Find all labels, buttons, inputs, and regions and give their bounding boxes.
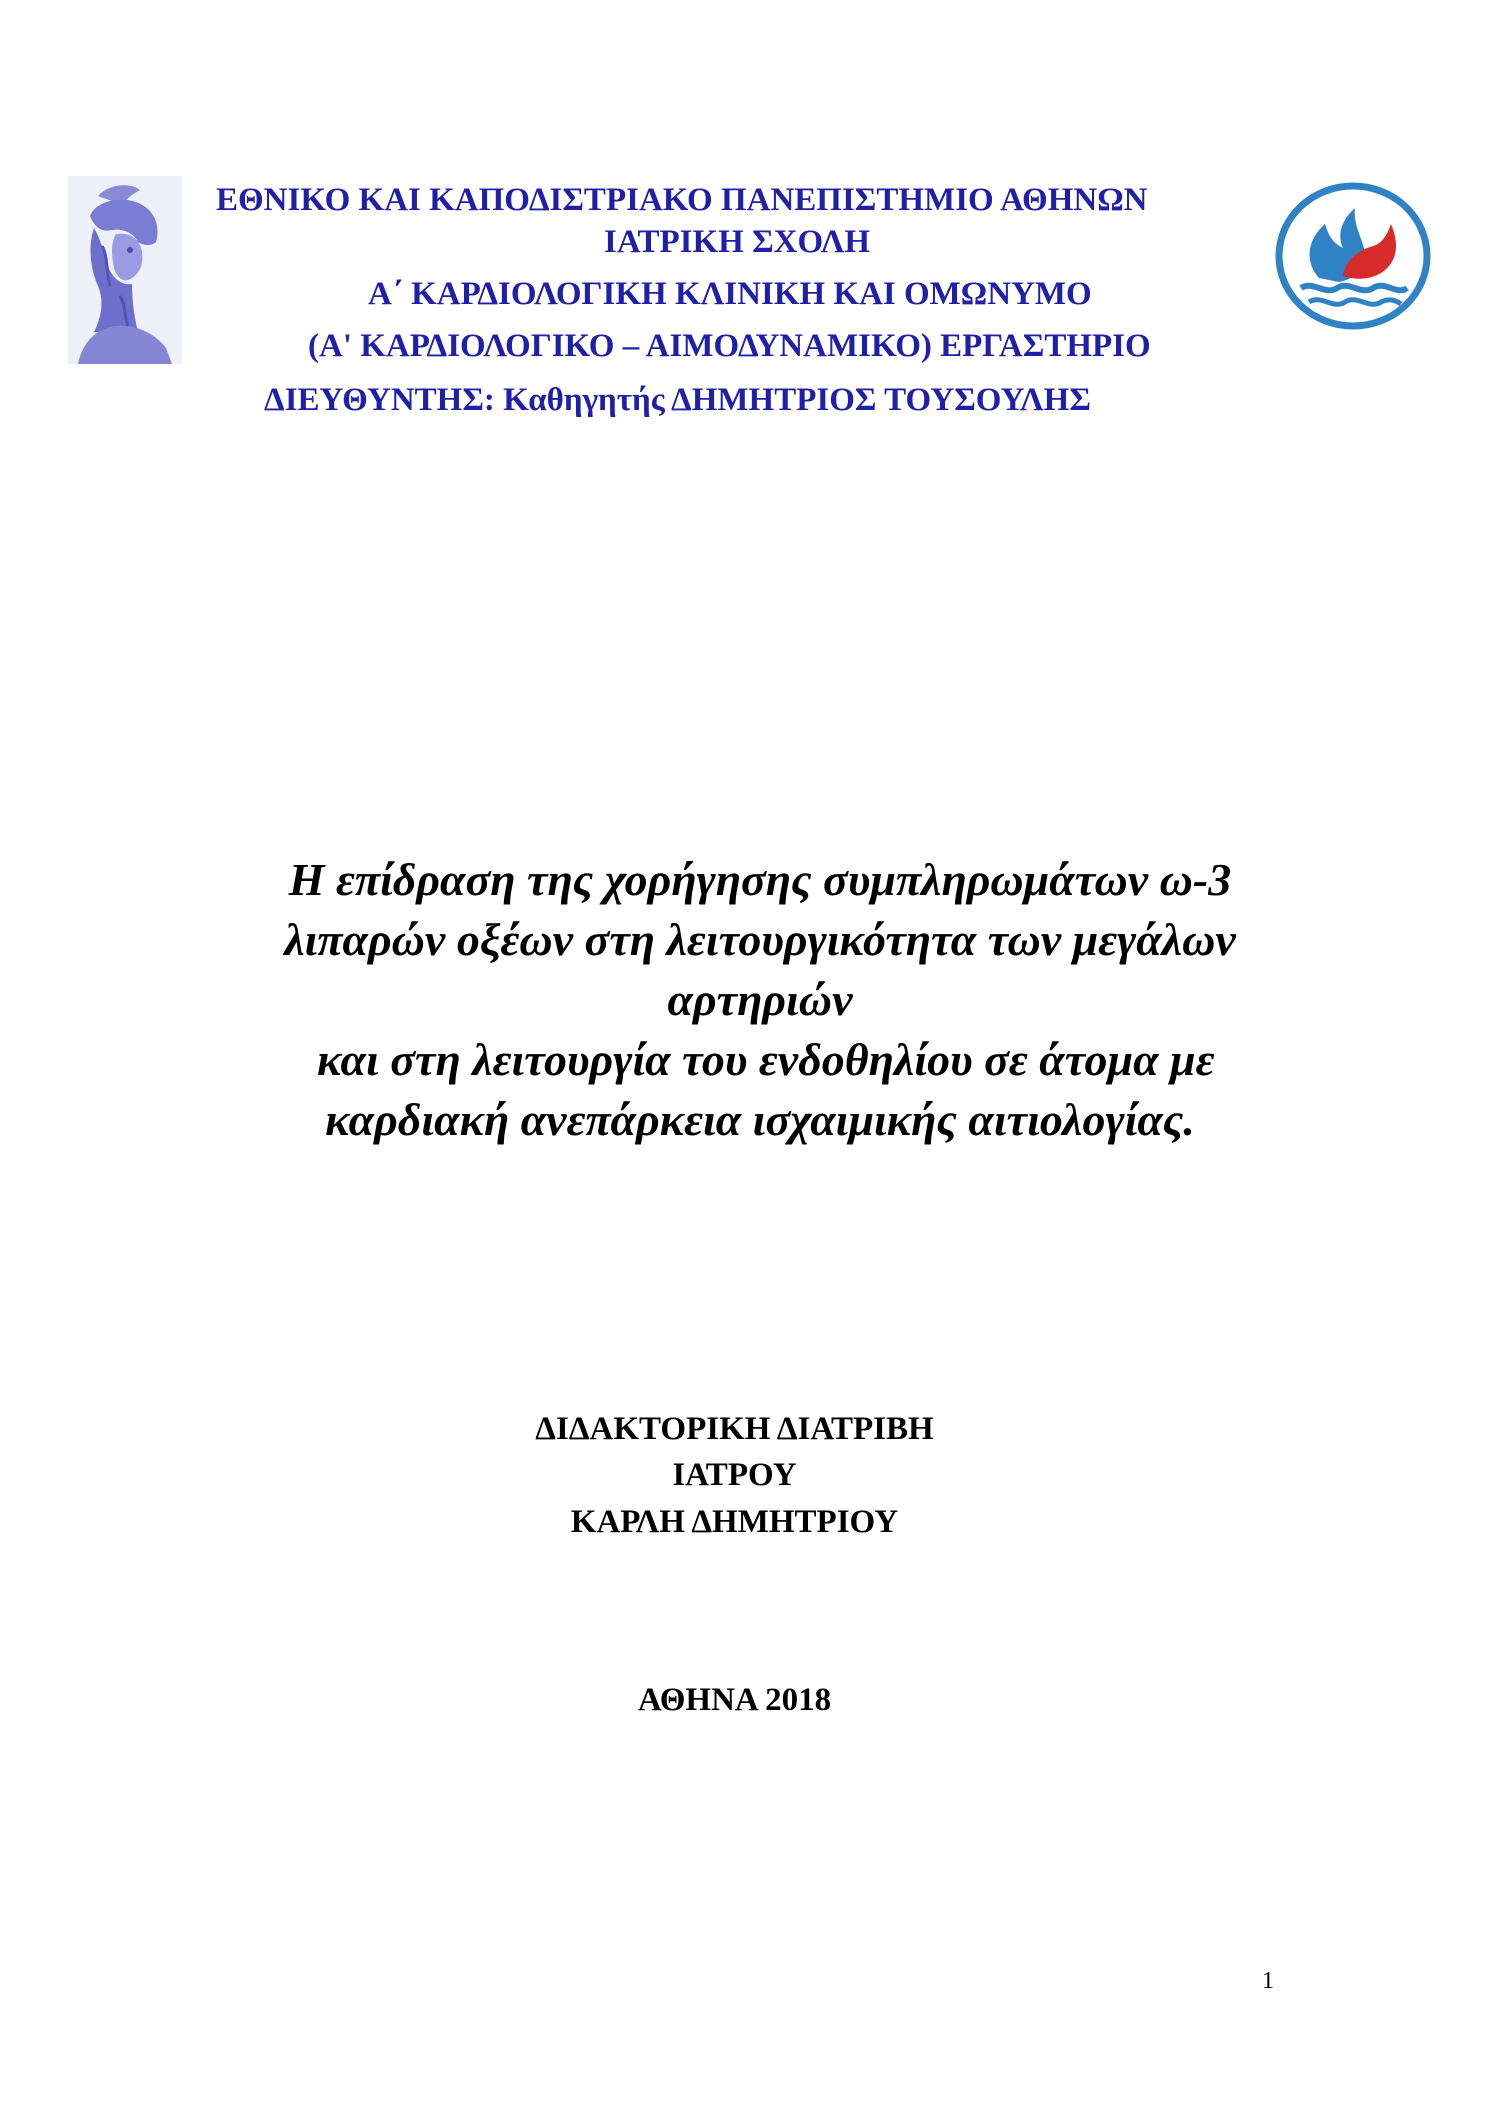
director-line: ΔΙΕΥΘΥΝΤΗΣ: Καθηγητής ΔΗΜΗΤΡΙΟΣ ΤΟΥΣΟΥΛΗΣ [264,382,1091,418]
title-line-2: λιπαρών οξέων στη λειτουργικότητα των μεγάλων [284,914,1236,965]
place-year: ΑΘΗΝΑ 2018 [637,1682,832,1718]
athena-head-logo-icon [68,176,182,364]
laboratory-name: (Α' ΚΑΡΔΙΟΛΟΓΙΚΟ – ΑΙΜΟΔΥΝΑΜΙΚΟ) ΕΡΓΑΣΤΗΡΙΟ [308,328,1151,364]
torch-flame-logo-icon [1273,180,1433,332]
thesis-title [200,850,1320,1150]
title-line-1: Η επίδραση της χορήγησης συμπληρωμάτων ω-3 [288,854,1232,905]
author-name: ΚΑΡΛΗ ΔΗΜΗΤΡΙΟΥ [570,1504,899,1540]
author-profession: ΙΑΤΡΟΥ [672,1457,797,1493]
thesis-type: ΔΙΔΑΚΤΟΡΙΚΗ ΔΙΑΤΡΙΒΗ [535,1411,934,1447]
title-line-3: αρτηριών [667,974,853,1025]
clinic-name: Α΄ ΚΑΡΔΙΟΛΟΓΙΚΗ ΚΛΙΝΙΚΗ ΚΑΙ ΟΜΩΝΥΜΟ [368,276,1092,312]
title-line-5: καρδιακή ανεπάρκεια ισχαιμικής αιτιολογίας. [325,1094,1195,1145]
university-name: ΕΘΝΙΚΟ ΚΑΙ ΚΑΠΟΔΙΣΤΡΙΑΚΟ ΠΑΝΕΠΙΣΤΗΜΙΟ ΑΘΗΝΩΝ [216,182,1148,218]
title-line-4: και στη λειτουργία του ενδοθηλίου σε άτομα με [305,1034,1215,1085]
school-name: ΙΑΤΡΙΚΗ ΣΧΟΛΗ [604,224,871,260]
page-number: 1 [1262,1968,1274,1994]
